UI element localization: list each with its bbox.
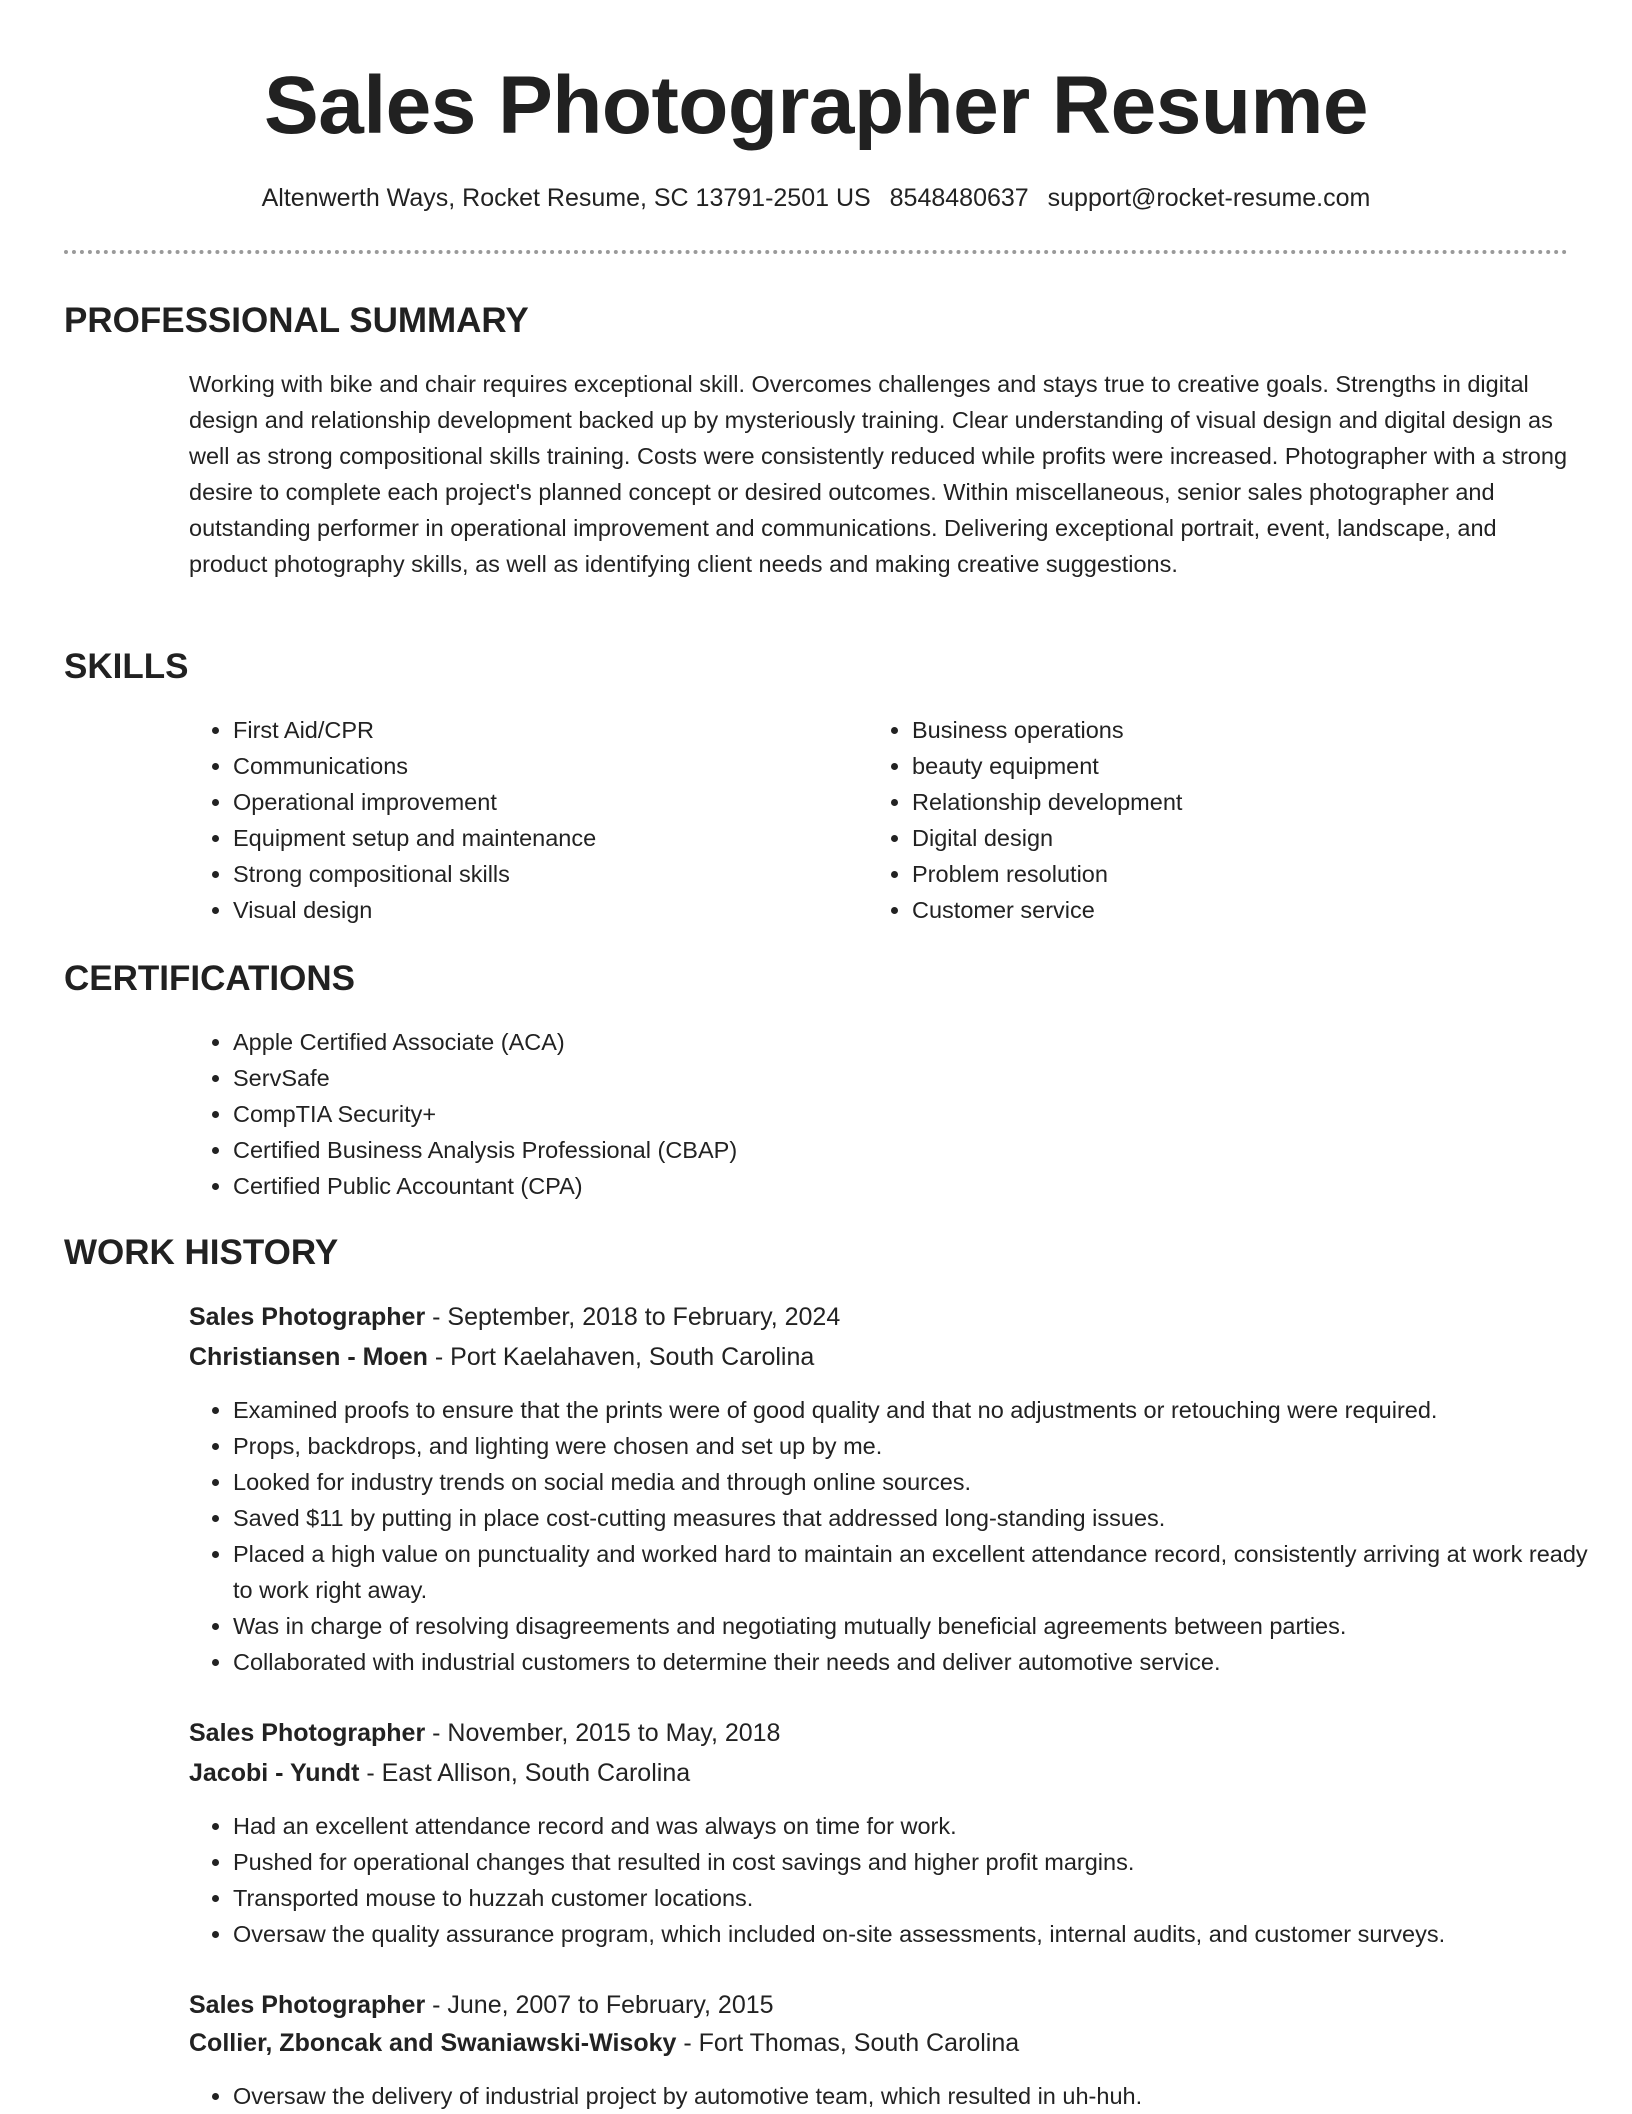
job-title: Sales Photographer [189, 1991, 426, 2019]
job-company-line [189, 1340, 814, 1374]
email: support@rocket-resume.com [1047, 184, 1371, 212]
job-company: Christiansen - Moen [189, 1343, 428, 1371]
list-item: • Certified Public Accountant (CPA) [233, 1168, 1533, 1204]
job-company-line [189, 1756, 690, 1790]
list-item: • Oversaw the quality assurance program, which included on-site assessments, internal audits, and customer surveys. [233, 1916, 1613, 1952]
list-item: • Operational improvement [233, 784, 853, 820]
list-item: • ServSafe [233, 1060, 1533, 1096]
header-divider [64, 250, 1568, 254]
skills-list-left [189, 712, 853, 928]
job-location: - Port Kaelahaven, South Carolina [427, 1343, 815, 1371]
list-item: • Visual design [233, 892, 853, 928]
summary-heading: PROFESSIONAL SUMMARY [64, 301, 529, 340]
list-item: • Had an excellent attendance record and was always on time for work. [233, 1808, 1613, 1844]
list-item: • Equipment setup and maintenance [233, 820, 853, 856]
list-item: • Oversaw the delivery of industrial project by automotive team, which resulted in uh-huh. [233, 2078, 1613, 2114]
job-location: - Fort Thomas, South Carolina [676, 2029, 1020, 2057]
list-item: • Looked for industry trends on social media and through online sources. [233, 1464, 1613, 1500]
list-item: • Props, backdrops, and lighting were chosen and set up by me. [233, 1428, 1613, 1464]
list-item: • Collaborated with industrial customers to determine their needs and deliver automotive service. [233, 1644, 1613, 1680]
list-item: • beauty equipment [912, 748, 1572, 784]
list-item: • Placed a high value on punctuality and worked hard to maintain an excellent attendance record, consistently arriving at work ready to work right away. [233, 1536, 1613, 1608]
job-title-line [189, 1988, 774, 2022]
job-bullets [189, 1392, 1613, 1680]
list-item: • Digital design [912, 820, 1572, 856]
certifications-list [189, 1024, 1533, 1204]
list-item: • Was in charge of resolving disagreements and negotiating mutually beneficial agreements between parties. [233, 1608, 1613, 1644]
job-company: Collier, Zboncak and Swaniawski-Wisoky [189, 2029, 677, 2057]
list-item: • Apple Certified Associate (ACA) [233, 1024, 1533, 1060]
job-bullets [189, 1808, 1613, 1952]
address: Altenwerth Ways, Rocket Resume, SC 13791-2501 US [261, 184, 871, 212]
phone: 8548480637 [889, 184, 1029, 212]
job-location: - East Allison, South Carolina [359, 1759, 691, 1787]
job-title-line [189, 1716, 780, 1750]
skills-list-right [868, 712, 1572, 928]
job-dates: - September, 2018 to February, 2024 [425, 1303, 841, 1331]
list-item: • Examined proofs to ensure that the prints were of good quality and that no adjustments or retouching were required. [233, 1392, 1613, 1428]
list-item: • Transported mouse to huzzah customer locations. [233, 1880, 1613, 1916]
list-item: • Relationship development [912, 784, 1572, 820]
page-title: Sales Photographer Resume [264, 60, 1368, 151]
job-bullets [189, 2078, 1613, 2114]
job-title: Sales Photographer [189, 1719, 426, 1747]
list-item: • Problem resolution [912, 856, 1572, 892]
job-dates: - November, 2015 to May, 2018 [425, 1719, 781, 1747]
skills-heading: SKILLS [64, 647, 189, 686]
summary-text: Working with bike and chair requires exceptional skill. Overcomes challenges and stays true to creative goals. Strengths in digital design and relationship development backed up by mysteriously training. Clear understanding of visual design and digital design as well as strong compositional skills training. Costs were consistently reduced while profits were increased. Photographer with a strong desire to complete each project's planned concept or desired outcomes. Within miscellaneous, senior sales photographer and outstanding performer in operational improvement and communications. Delivering exceptional portrait, event, landscape, and product photography skills, as well as identifying client needs and making creative suggestions. [189, 371, 1568, 577]
certifications-heading: CERTIFICATIONS [64, 959, 356, 998]
list-item: • CompTIA Security+ [233, 1096, 1533, 1132]
list-item: • First Aid/CPR [233, 712, 853, 748]
list-item: • Business operations [912, 712, 1572, 748]
list-item: • Customer service [912, 892, 1572, 928]
job-title: Sales Photographer [189, 1303, 426, 1331]
list-item: • Certified Business Analysis Professional (CBAP) [233, 1132, 1533, 1168]
job-dates: - June, 2007 to February, 2015 [425, 1991, 774, 2019]
work-history-heading: WORK HISTORY [64, 1233, 339, 1272]
contact-line [0, 182, 1632, 214]
job-company: Jacobi - Yundt [189, 1759, 360, 1787]
list-item: • Strong compositional skills [233, 856, 853, 892]
list-item: • Pushed for operational changes that resulted in cost savings and higher profit margins. [233, 1844, 1613, 1880]
list-item: • Saved $11 by putting in place cost-cutting measures that addressed long-standing issues. [233, 1500, 1613, 1536]
job-company-line [189, 2026, 1019, 2060]
job-title-line [189, 1300, 840, 1334]
list-item: • Communications [233, 748, 853, 784]
